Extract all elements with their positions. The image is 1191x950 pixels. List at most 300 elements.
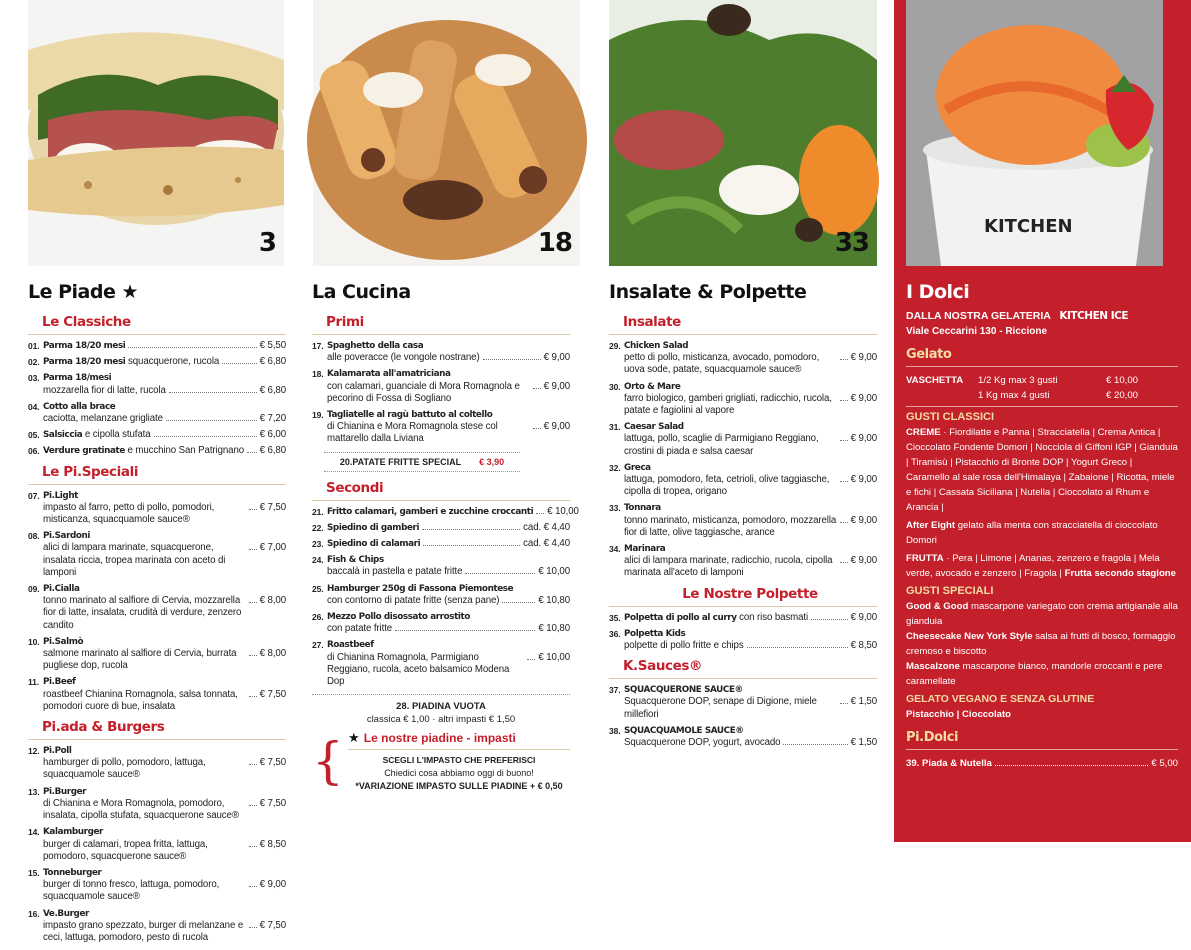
menu-item <box>28 372 286 396</box>
menu-sections <box>312 314 579 793</box>
item-line <box>43 356 286 368</box>
menu-item <box>609 725 877 749</box>
impasti-title: Le nostre piadine - impasti <box>363 731 516 746</box>
dot-leader <box>249 549 257 550</box>
item-name: Polpetta di pollo al curry <box>624 612 737 623</box>
item-body <box>327 506 579 518</box>
column-le-piade <box>0 0 298 943</box>
dot-leader <box>465 573 535 574</box>
dot-leader <box>395 630 535 631</box>
item-number: 33. <box>609 503 621 514</box>
item-body <box>327 522 570 534</box>
menu-item <box>28 583 286 632</box>
item-number: 24. <box>312 555 324 566</box>
menu-item <box>312 409 570 446</box>
item-desc-line <box>624 515 877 539</box>
page-number: 3 <box>258 228 276 258</box>
item-text <box>624 421 684 433</box>
item-text <box>327 554 384 566</box>
item-line <box>624 628 877 640</box>
item-price: € 6,80 <box>259 445 286 457</box>
item-name: Parma 18/20 mesi <box>43 357 126 368</box>
item-number: 13. <box>28 786 40 797</box>
item-desc: alici di lampara marinate, squacquerone, insalata riccia, tropea marinata con aceto di lamponi <box>43 542 226 578</box>
item-body <box>327 409 570 446</box>
item-desc: lattuga, pollo, scaglie di Parmigiano Reggiano, crostini di piada e salsa caesar <box>624 433 819 457</box>
section-heading: Le Classiche <box>28 314 286 335</box>
item-price: € 6,00 <box>259 429 286 441</box>
flavor-desc: mascarpone bianco, mandorle croccanti e pere caramellate <box>906 661 1163 687</box>
item-text <box>327 409 492 421</box>
item-name: Mezzo Pollo disossato arrostito <box>327 612 470 623</box>
item-price: € 8,00 <box>259 595 286 607</box>
item-body <box>43 745 286 782</box>
item-body <box>43 445 286 457</box>
dot-leader <box>533 388 541 389</box>
item-number: 07. <box>28 490 40 501</box>
impasti-line2: Chiedici cosa abbiamo oggi di buono! <box>384 768 534 779</box>
item-name: Greca <box>624 462 651 473</box>
item-body <box>43 340 286 352</box>
item-price: € 10,00 <box>538 651 570 663</box>
item-desc: roastbeef Chianina Romagnola, salsa tonnata, pomodori cuore di bue, insalata <box>43 688 238 712</box>
flavor-name: Mascalzone <box>906 661 960 672</box>
item-price: € 7,50 <box>259 501 286 513</box>
item-text <box>43 867 101 879</box>
item-line <box>327 538 570 550</box>
item-desc-line <box>327 352 570 364</box>
dot-leader <box>128 347 256 348</box>
item-body <box>327 583 570 607</box>
item-body <box>327 639 570 688</box>
item-desc: tonno marinato al salfiore di Cervia, mozzarella fior di latte, insalata, crudità di verdure, zenzero candito <box>43 595 242 631</box>
item-text <box>624 502 661 514</box>
section-heading: K.Sauces® <box>609 658 877 679</box>
pidolci-heading: Pi.Dolci <box>906 730 1178 750</box>
item-price: € 9,00 <box>850 474 877 486</box>
item-name: Pi.Sardoni <box>43 531 91 542</box>
menu-section <box>609 586 877 653</box>
item-body <box>327 538 570 550</box>
item-price: € 9,00 <box>850 352 877 364</box>
dot-leader <box>527 659 535 660</box>
item-name: Caesar Salad <box>624 422 684 433</box>
gelato-heading: Gelato <box>906 347 1178 367</box>
vaschetta-row: VASCHETTA 1/2 Kg max 3 gusti € 10,00 <box>906 375 1139 386</box>
item-body <box>43 372 286 396</box>
item-name: Hamburger 250g di Fassona Piemontese <box>327 583 514 594</box>
dot-leader <box>249 927 257 928</box>
dot-leader <box>840 522 848 523</box>
item-body <box>43 356 286 368</box>
item-name: Kalamarata all'amatriciana <box>327 369 451 380</box>
item-line <box>327 340 570 352</box>
item-text <box>43 429 151 441</box>
menu-item <box>28 340 286 352</box>
item-text <box>43 826 103 838</box>
item-number: 04. <box>28 401 40 412</box>
item-desc: polpette di pollo fritte e chips <box>624 640 744 652</box>
item-price: cad. € 4,40 <box>523 538 570 550</box>
item-desc: hamburger di pollo, pomodoro, lattuga, squacquamole sauce® <box>43 757 206 781</box>
item-number: 18. <box>312 369 324 380</box>
cup-brand-text: KITCHEN <box>984 216 1073 237</box>
item-desc: e mucchino San Patrignano <box>127 445 245 457</box>
item-line <box>327 611 570 623</box>
item-desc-line <box>327 595 570 607</box>
item-text <box>327 506 533 518</box>
item-name: Pi.Beef <box>43 677 76 688</box>
dot-leader <box>249 696 257 697</box>
item-line <box>624 684 877 696</box>
speciali-list <box>906 599 1178 689</box>
item-price: € 9,00 <box>850 611 877 623</box>
menu-section <box>28 719 286 944</box>
item-body <box>624 462 877 499</box>
item-text <box>624 381 680 393</box>
item-line <box>624 421 877 433</box>
item-price: € 8,00 <box>259 648 286 660</box>
menu-item <box>28 356 286 368</box>
item-text <box>327 639 374 651</box>
item-number: 14. <box>28 827 40 838</box>
item-desc-line <box>624 352 877 376</box>
item-desc: con riso basmati <box>739 611 809 623</box>
item-desc: burger di calamari, tropea fritta, lattuga, pomodoro, squacquerone sauce® <box>43 838 208 862</box>
impasti-title-row <box>348 732 570 750</box>
column-insalate <box>596 0 894 842</box>
item-line <box>43 429 286 441</box>
item-desc: di Chianina Romagnola, Parmigiano Reggiano, rucola, aceto balsamico Modena Dop <box>327 651 510 688</box>
special-price: € 3,90 <box>479 456 505 467</box>
item-text <box>327 340 423 352</box>
item-price: € 8,50 <box>850 640 877 652</box>
dot-leader <box>536 513 544 514</box>
item-price: € 7,50 <box>259 919 286 931</box>
salad-photo <box>609 0 877 266</box>
item-price: € 9,00 <box>543 352 570 364</box>
item-text <box>327 538 420 550</box>
item-desc-line <box>43 879 286 903</box>
star-icon: ★ <box>121 281 139 303</box>
item-number: 03. <box>28 373 40 384</box>
menu-item <box>609 421 877 458</box>
menu-item <box>28 530 286 579</box>
menu-section <box>28 464 286 713</box>
item-name: Ve.Burger <box>43 908 89 919</box>
menu-item <box>609 340 877 377</box>
item-text <box>43 745 72 757</box>
item-body <box>43 676 286 713</box>
dot-leader <box>840 703 848 704</box>
dot-leader <box>783 744 847 745</box>
item-number: 36. <box>609 628 621 639</box>
speciali-heading: GUSTI SPECIALI <box>906 585 994 597</box>
item-desc-line <box>327 623 570 635</box>
item-line <box>327 368 570 380</box>
item-desc-line <box>43 502 286 526</box>
dot-leader <box>840 400 848 401</box>
item-desc-line <box>43 757 286 781</box>
item-number: 08. <box>28 531 40 542</box>
dot-leader <box>422 529 520 530</box>
menu-item <box>28 401 286 425</box>
item-name: Spaghetto della casa <box>327 341 424 351</box>
item-text <box>43 340 125 352</box>
section-heading: Pi.ada & Burgers <box>28 719 286 740</box>
menu-item <box>312 538 570 550</box>
item-text <box>624 462 651 474</box>
item-name: SQUACQUAMOLE SAUCE® <box>624 725 744 736</box>
item-desc: caciotta, melanzane grigliate <box>43 413 163 425</box>
item-text <box>624 612 808 624</box>
dot-leader <box>249 805 257 806</box>
column-title: I Dolci <box>906 281 970 303</box>
creme-list: CREME · Fiordilatte e Panna | Stracciatella | Crema Antica | Cioccolato Fondente Domori | Nocciola di Giffoni IGP | Gianduia | Tiramisù | Pistacchio di Bronte DOP | Yogurt Greco | Caramello al sale rosa dell'Himalaya | Zabaione | Ricotta, miele e fichi | Cassata Siciliana | Nutella | Cioccolato al Rhum e Arancia | <box>906 427 1178 513</box>
item-price: € 9,00 <box>850 433 877 445</box>
item-price: € 6,80 <box>259 356 286 368</box>
menu-item <box>28 826 286 863</box>
item-line <box>624 381 877 393</box>
item-line <box>43 340 286 352</box>
item-name: Orto & Mare <box>624 381 681 392</box>
flavor-name: Cheesecake New York Style <box>906 631 1033 642</box>
item-name: Spiedino di gamberi <box>327 522 420 533</box>
dot-leader <box>533 428 541 429</box>
item-body <box>327 554 570 578</box>
menu-item <box>28 676 286 713</box>
item-text <box>43 676 75 688</box>
item-price: € 8,50 <box>259 838 286 850</box>
item-body <box>624 502 877 539</box>
column-title: Le Piade ★ <box>28 281 139 303</box>
item-desc-line <box>624 433 877 457</box>
item-desc: tonno marinato, misticanza, pomodoro, mozzarella fior di latte, olive taggiasche, arance <box>624 514 837 538</box>
item-number: 17. <box>312 341 324 351</box>
item-body <box>624 725 877 749</box>
item-body <box>327 368 570 405</box>
vaschetta-row: 1 Kg max 4 gusti € 20,00 <box>978 390 1139 401</box>
item-desc-line <box>327 652 570 689</box>
item-price: € 5,50 <box>259 340 286 351</box>
item-body <box>43 867 286 904</box>
item-text <box>43 356 219 368</box>
item-number: 37. <box>609 685 621 696</box>
item-desc-line <box>624 640 877 652</box>
piadina-vuota <box>312 694 570 726</box>
item-text <box>43 786 86 798</box>
piadina-sub: classica € 1,00 · altri impasti € 1,50 <box>366 714 516 726</box>
item-price: € 7,00 <box>259 542 286 554</box>
dot-leader <box>840 562 848 563</box>
item-number: 02. <box>28 357 40 368</box>
menu-item <box>28 786 286 823</box>
item-name: Cotto alla brace <box>43 401 116 412</box>
item-price: € 7,20 <box>259 413 286 425</box>
item-body <box>43 786 286 823</box>
item-line <box>43 530 286 542</box>
special-flavor <box>906 659 1178 689</box>
menu-section <box>312 479 579 689</box>
item-body <box>624 612 877 624</box>
item-desc-line <box>624 696 877 720</box>
item-price: € 1,50 <box>850 737 877 749</box>
item-line <box>624 502 877 514</box>
item-body <box>624 421 877 458</box>
item-desc: con contorno di patate fritte (senza pane) <box>327 594 500 606</box>
item-line <box>43 445 286 457</box>
item-price: € 10,00 <box>547 505 579 517</box>
item-number: 38. <box>609 725 621 736</box>
item-text <box>624 543 665 555</box>
item-body <box>43 583 286 632</box>
flavor-desc: mascarpone variegato con crema artigianale alla gianduia <box>906 601 1178 627</box>
piadina-photo <box>28 0 284 266</box>
item-price: cad. € 4,40 <box>523 521 570 533</box>
dot-leader <box>840 359 848 360</box>
item-number: 29. <box>609 341 621 351</box>
item-name: Pi.Cialla <box>43 584 80 595</box>
item-desc-line <box>624 737 877 749</box>
item-line <box>327 522 570 534</box>
item-desc-line <box>327 566 570 578</box>
item-name: Marinara <box>624 544 666 555</box>
dot-leader <box>811 619 848 620</box>
item-text <box>43 401 115 413</box>
menu-item <box>609 462 877 499</box>
item-text <box>43 530 90 542</box>
section-heading: Le Nostre Polpette <box>609 586 877 607</box>
item-line <box>43 490 286 502</box>
menu-section <box>609 658 877 749</box>
dot-leader <box>249 764 257 765</box>
item-desc-line <box>43 920 286 944</box>
item-line <box>43 583 286 595</box>
item-number: 25. <box>312 583 324 594</box>
column-i-dolci <box>894 0 1191 842</box>
item-line <box>43 372 286 384</box>
gelateria-line: DALLA NOSTRA GELATERIA KITCHEN ICE <box>906 310 1128 322</box>
section-heading: Primi <box>312 314 570 335</box>
dot-leader <box>222 363 256 364</box>
item-name: Chicken Salad <box>624 341 689 351</box>
impasti-variation-price: + € 0,50 <box>529 781 563 792</box>
item-body <box>327 340 570 364</box>
item-line <box>43 867 286 879</box>
item-desc-line <box>327 421 570 445</box>
item-number: 10. <box>28 636 40 647</box>
dot-leader <box>249 602 257 603</box>
menu-item <box>312 522 570 534</box>
item-name: Fish & Chips <box>327 555 384 566</box>
dot-leader <box>154 436 257 437</box>
menu-item <box>609 502 877 539</box>
item-number: 30. <box>609 381 621 392</box>
item-price: € 10,80 <box>538 623 570 635</box>
kitchen-ice-logo: KITCHEN ICE <box>1059 310 1128 322</box>
item-desc-line <box>43 798 286 822</box>
special-flavor <box>906 629 1178 659</box>
dot-leader <box>249 509 257 510</box>
item-text <box>624 725 744 737</box>
item-desc: burger di tonno fresco, lattuga, pomodoro, squacquamole sauce® <box>43 879 220 903</box>
item-desc: con calamari, guanciale di Mora Romagnola e pecorino di Fossa di Sogliano <box>327 380 520 404</box>
item-desc: baccalà in pastella e patate fritte <box>327 566 463 578</box>
item-body <box>327 611 570 635</box>
item-desc: impasto grano spezzato, burger di melanzane e ceci, lattuga, pomodoro, pesto di rucola <box>43 919 244 943</box>
pidolci-item: 39. Piada & Nutella € 5,00 <box>906 758 1178 769</box>
item-body <box>43 530 286 579</box>
item-name: Roastbeef <box>327 640 374 651</box>
item-text <box>327 611 470 623</box>
item-line <box>43 745 286 757</box>
item-line <box>43 636 286 648</box>
item-price: € 9,00 <box>259 879 286 891</box>
dot-leader <box>249 846 257 847</box>
item-name: Verdure gratinate <box>43 446 125 457</box>
item-desc: petto di pollo, misticanza, avocado, pomodoro, uova sode, patate, squacquamole sauce® <box>624 352 820 376</box>
item-line <box>624 340 877 352</box>
item-text <box>43 372 111 384</box>
dolci-content <box>906 309 1178 771</box>
menu-section <box>28 314 286 458</box>
menu-item <box>28 636 286 673</box>
item-desc-line <box>43 542 286 579</box>
item-name: Tonnara <box>624 503 661 514</box>
item-line <box>43 908 286 920</box>
special-flavor <box>906 599 1178 629</box>
item-price: € 9,00 <box>543 380 570 392</box>
item-text <box>43 445 244 457</box>
item-price: € 10,80 <box>538 594 570 606</box>
item-body <box>624 381 877 418</box>
item-line <box>624 612 877 624</box>
item-body <box>624 543 877 580</box>
item-price: € 9,00 <box>543 421 570 433</box>
menu-sections <box>609 314 877 755</box>
item-number: 01. <box>28 341 40 351</box>
item-name: Polpetta Kids <box>624 628 686 639</box>
item-body <box>624 628 877 652</box>
item-name: Pi.Salmò <box>43 636 84 647</box>
section-heading: Insalate <box>609 314 877 335</box>
item-price: € 9,00 <box>850 514 877 526</box>
item-number: 23. <box>312 539 324 550</box>
menu-sections <box>28 314 286 950</box>
dot-leader <box>247 452 257 453</box>
item-number: 16. <box>28 908 40 919</box>
item-number: 21. <box>312 506 324 517</box>
item-body <box>624 684 877 721</box>
pasta-photo <box>313 0 580 266</box>
item-desc-line <box>43 839 286 863</box>
item-number: 15. <box>28 867 40 878</box>
item-line <box>43 401 286 413</box>
item-name: SQUACQUERONE SAUCE® <box>624 685 743 696</box>
vegano-heading: GELATO VEGANO E SENZA GLUTINE <box>906 693 1095 705</box>
item-desc: con patate fritte <box>327 623 393 635</box>
flavor-name: Good & Good <box>906 601 969 612</box>
item-name: Tagliatelle al ragù battuto al coltello <box>327 410 493 421</box>
item-text <box>43 583 80 595</box>
item-desc: mozzarella fior di latte, rucola <box>43 384 166 396</box>
item-name: Fritto calamari, gamberi e zucchine croccanti <box>327 506 534 517</box>
page-number: 18 <box>537 228 572 258</box>
item-name: Kalamburger <box>43 827 103 838</box>
item-body <box>43 908 286 945</box>
item-name: Pi.Light <box>43 490 78 501</box>
menu-item <box>609 628 877 652</box>
